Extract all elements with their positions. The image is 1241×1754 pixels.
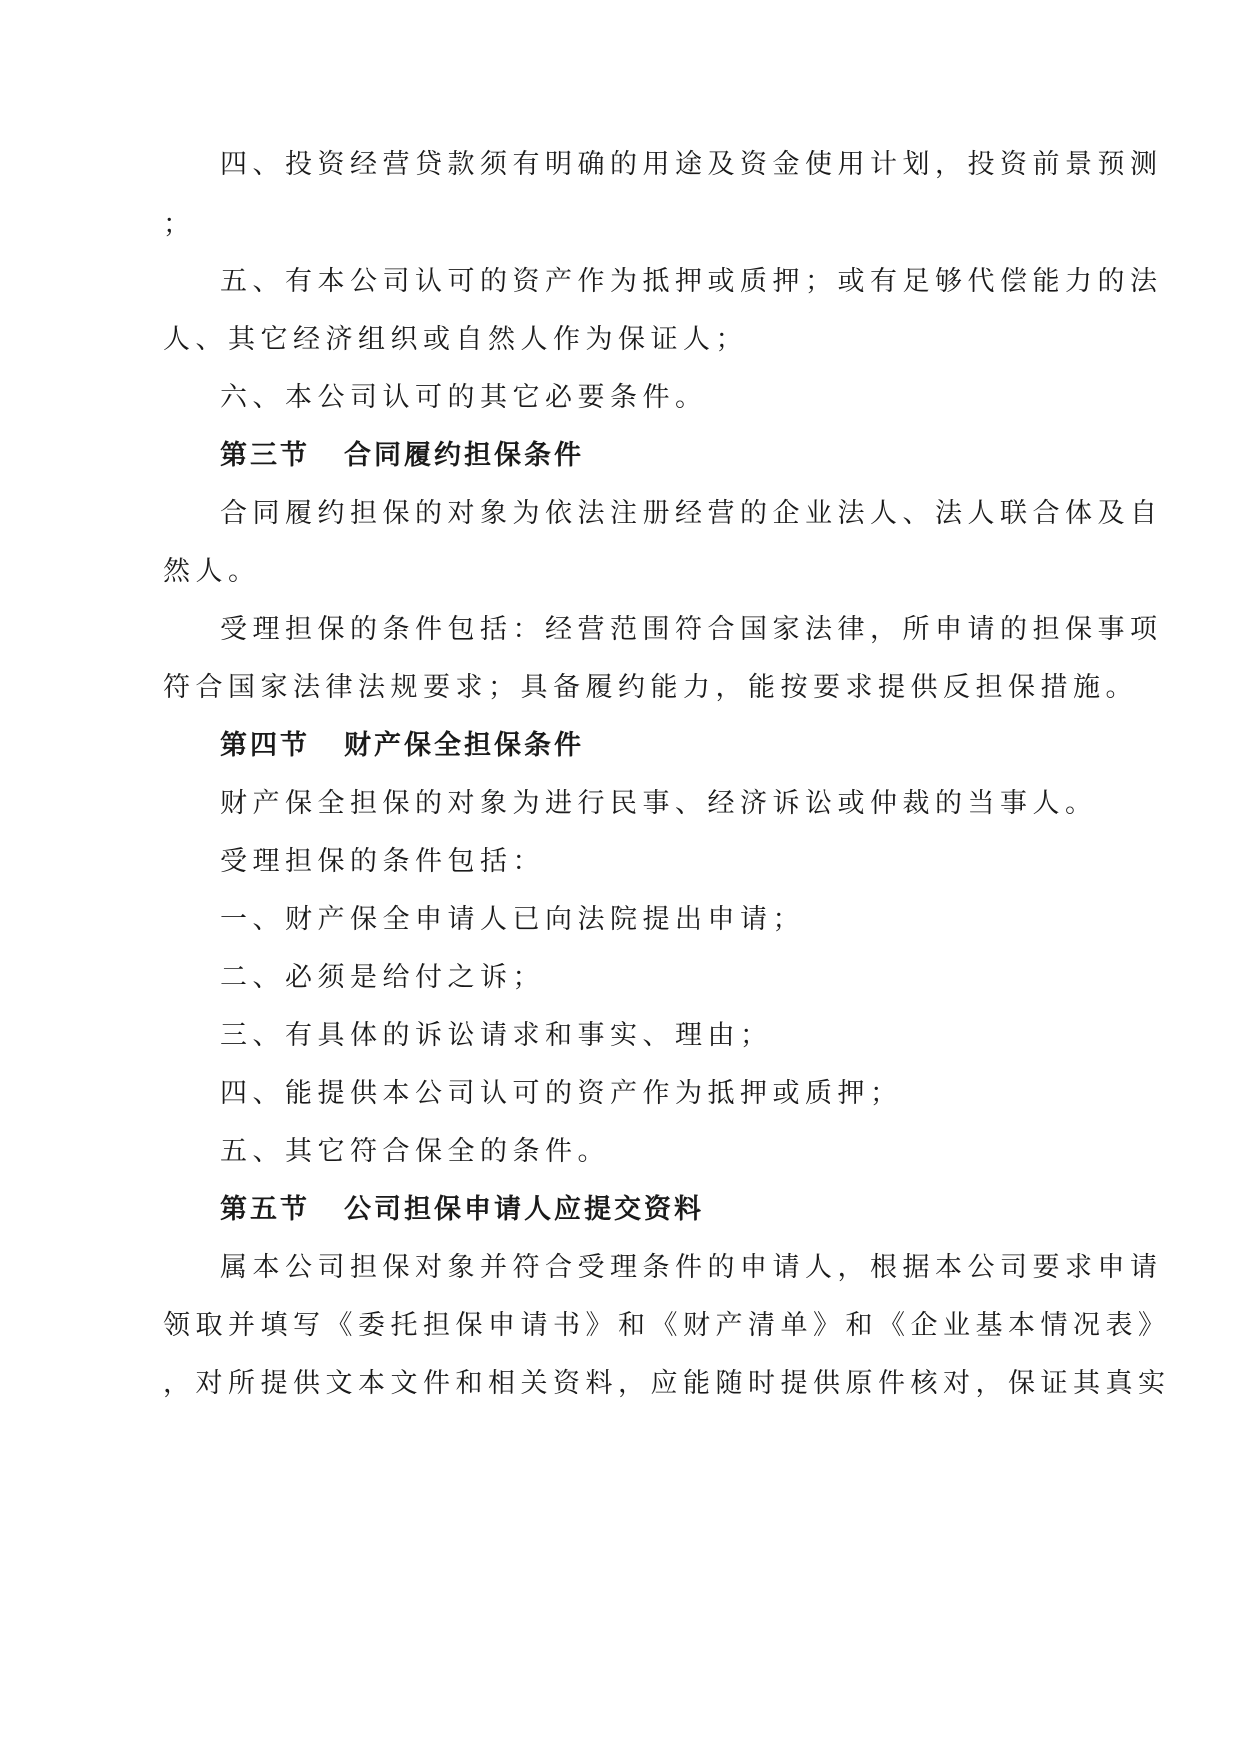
paragraph-line: 受理担保的条件包括： (220, 846, 545, 877)
paragraph-line: 受理担保的条件包括：经营范围符合国家法律，所申请的担保事项 (220, 614, 1163, 645)
paragraph-line: 五、其它符合保全的条件。 (220, 1136, 610, 1167)
paragraph-line: 属本公司担保对象并符合受理条件的申请人，根据本公司要求申请 (220, 1252, 1163, 1283)
section-number: 第五节 (220, 1194, 310, 1225)
paragraph-line: ，对所提供文本文件和相关资料，应能随时提供原件核对，保证其真实 (163, 1368, 1171, 1399)
paragraph-line: 六、本公司认可的其它必要条件。 (220, 382, 708, 413)
paragraph-line: 人、其它经济组织或自然人作为保证人； (163, 324, 748, 355)
section-title: 合同履约担保条件 (344, 440, 584, 471)
paragraph-line: 三、有具体的诉讼请求和事实、理由； (220, 1020, 773, 1051)
section-title: 财产保全担保条件 (344, 730, 584, 761)
paragraph-line: 合同履约担保的对象为依法注册经营的企业法人、法人联合体及自 (220, 498, 1163, 529)
section-number: 第四节 (220, 730, 310, 761)
paragraph-line: 二、必须是给付之诉； (220, 962, 545, 993)
section-number: 第三节 (220, 440, 310, 471)
section-heading (220, 436, 1080, 476)
paragraph-line: 四、能提供本公司认可的资产作为抵押或质押； (220, 1078, 903, 1109)
paragraph-line: 符合国家法律法规要求；具备履约能力，能按要求提供反担保措施。 (163, 672, 1138, 703)
paragraph-line: 然人。 (163, 556, 261, 587)
paragraph-line: ； (163, 209, 196, 240)
section-title: 公司担保申请人应提交资料 (344, 1194, 704, 1225)
paragraph-line: 领取并填写《委托担保申请书》和《财产清单》和《企业基本情况表》 (163, 1310, 1171, 1341)
paragraph-line: 财产保全担保的对象为进行民事、经济诉讼或仲裁的当事人。 (220, 788, 1098, 819)
section-heading (220, 726, 1080, 766)
paragraph-line: 一、财产保全申请人已向法院提出申请； (220, 904, 805, 935)
paragraph-line: 四、投资经营贷款须有明确的用途及资金使用计划，投资前景预测 (220, 149, 1163, 180)
section-heading (220, 1190, 1080, 1230)
paragraph-line: 五、有本公司认可的资产作为抵押或质押；或有足够代偿能力的法 (220, 266, 1163, 297)
